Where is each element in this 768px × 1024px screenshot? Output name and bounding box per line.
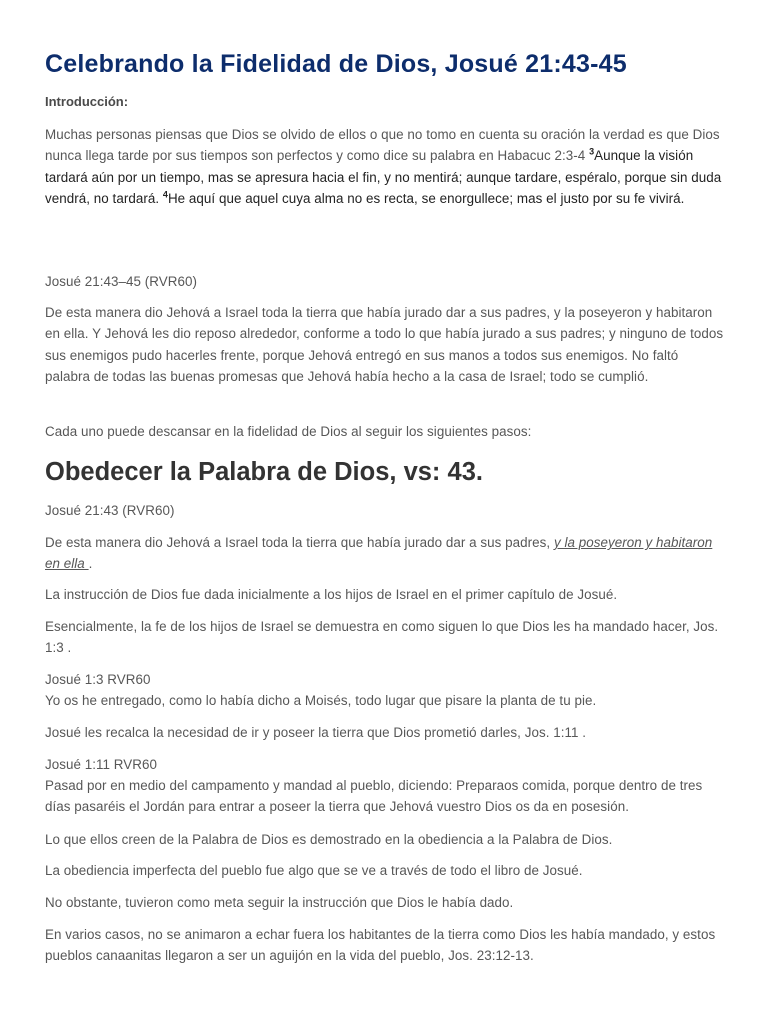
body-paragraph: No obstante, tuvieron como meta seguir la instrucción que Dios le había dado. (45, 895, 514, 910)
intro-label: Introducción: (45, 94, 129, 109)
verse-number-3: 3 (589, 146, 595, 157)
body-paragraph: Josué les recalca la necesidad de ir y poseer la tierra que Dios prometió darles, Jos. 1:11 . (45, 725, 587, 740)
emphasized-link[interactable]: y la poseyeron y habitaron en ella (45, 535, 713, 572)
passage-end: . (88, 556, 93, 572)
scripture-reference: Josué 21:43 (RVR60) (45, 503, 175, 518)
body-paragraph: La obediencia imperfecta del pueblo fue algo que se ve a través de todo el libro de Josué. (45, 863, 583, 878)
verse-quote: Yo os he entregado, como lo había dicho a Moisés, todo lugar que pisare la planta de tu pie. (45, 693, 597, 708)
passage-lead: De esta manera dio Jehová a Israel toda la tierra que había jurado dar a sus padres, (45, 535, 554, 550)
body-paragraph: Esencialmente, la fe de los hijos de Israel se demuestra en como siguen lo que Dios les ha mandado hacer, Jos. 1:3 . (45, 619, 719, 656)
scripture-reference: Josué 21:43–45 (RVR60) (45, 274, 197, 289)
steps-intro: Cada uno puede descansar en la fidelidad de Dios al seguir los siguientes pasos: (45, 424, 532, 439)
body-paragraph: La instrucción de Dios fue dada inicialmente a los hijos de Israel en el primer capítulo de Josué. (45, 587, 618, 602)
verse-number-4: 4 (162, 189, 168, 200)
intro-lead: Muchas personas piensas que Dios se olvido de ellos o que no tomo en cuenta su oración la verdad es que Dios nunca llega tarde por sus tiempos son perfectos y como dice su palabra en Habacuc 2:3-4 (45, 127, 720, 164)
verse-3-text: Aunque la visión tardará aún por un tiempo, mas se apresura hacia el fin, y no mentirá; aunque tardare, espéralo, porque sin duda vendrá, no tardará. (45, 148, 722, 207)
page-title: Celebrando la Fidelidad de Dios, Josué 21:43-45 (45, 50, 627, 78)
body-paragraph: En varios casos, no se animaron a echar fuera los habitantes de la tierra como Dios les había mandado, y estos pueblos canaanitas llegaron a ser un aguijón en la vida del pueblo, Jos. 23:12-13. (45, 927, 716, 964)
body-paragraph: Lo que ellos creen de la Palabra de Dios es demostrado en la obediencia a la Palabra de Dios. (45, 832, 613, 847)
passage-paragraph: De esta manera dio Jehová a Israel toda la tierra que había jurado dar a sus padres, y la poseyeron y habitaron en ella. Y Jehová les dio reposo alrededor, conforme a todo lo que había jurado a sus padres; y ninguno de todos sus enemigos pudo hacerles frente, porque Jehová entregó en sus manos a todos sus enemigos. No faltó palabra de todas las buenas promesas que Jehová había hecho a la casa de Israel; todo se cumplió. (45, 305, 724, 385)
verse-4-text: He aquí que aquel cuya alma no es recta, se enorgullece; mas el justo por su fe vivirá. (167, 191, 685, 207)
passage-paragraph (45, 532, 725, 575)
verse-quote: Pasad por en medio del campamento y mandad al pueblo, diciendo: Preparaos comida, porque dentro de tres días pasaréis el Jordán para entrar a poseer la tierra que Jehová vuestro Dios os da en posesión. (45, 778, 703, 815)
scripture-reference: Josué 1:11 RVR60 (45, 757, 157, 772)
intro-paragraph (45, 124, 725, 210)
scripture-reference: Josué 1:3 RVR60 (45, 672, 151, 687)
section-heading: Obedecer la Palabra de Dios, vs: 43. (45, 458, 483, 486)
